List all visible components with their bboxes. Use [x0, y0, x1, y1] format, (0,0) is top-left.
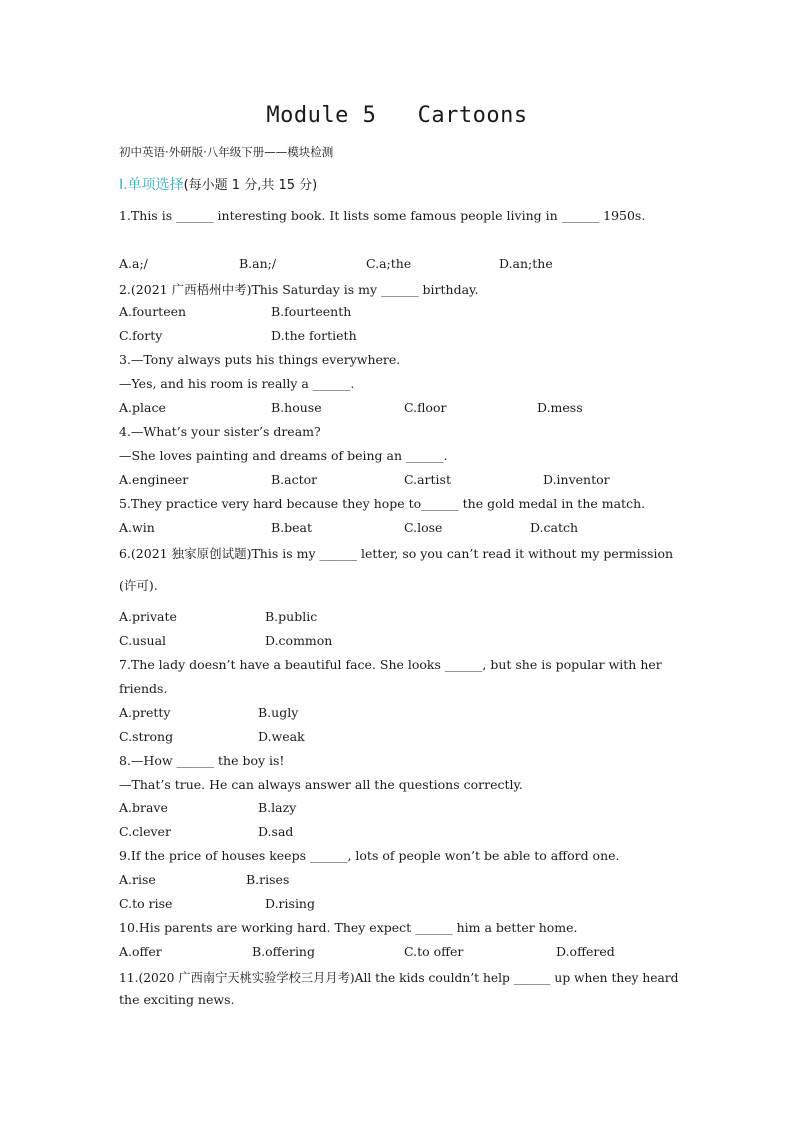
- q1-option-d: D.an;the: [499, 256, 553, 271]
- q4-option-a: A.engineer: [119, 472, 189, 487]
- q1-option-a: A.a;/: [119, 256, 148, 271]
- question-10-text: 10.His parents are working hard. They expect ______ him a better home.: [119, 920, 578, 935]
- question-4-line-2: —She loves painting and dreams of being an ______.: [119, 448, 448, 463]
- question-3-line-1: 3.—Tony always puts his things everywhere.: [119, 352, 401, 367]
- q2-option-b: B.fourteenth: [271, 304, 352, 319]
- question-6-line-1: 6.(2021 独家原创试题)This is my ______ letter, so you can’t read it without my permission: [119, 546, 674, 561]
- section-heading: [119, 174, 317, 194]
- question-11-line-1: 11.(2020 广西南宁天桃实验学校三月月考)All the kids couldn’t help ______ up when they heard: [119, 971, 679, 985]
- q2-option-a: A.fourteen: [119, 304, 187, 319]
- question-9-text: 9.If the price of houses keeps ______, lots of people won’t be able to afford one.: [119, 848, 620, 863]
- question-11-line-2: the exciting news.: [119, 992, 235, 1007]
- q1-option-c: C.a;the: [366, 256, 412, 271]
- q4-option-c: C.artist: [404, 472, 451, 487]
- q7-option-d: D.weak: [258, 729, 305, 744]
- q9-option-b: B.rises: [246, 872, 290, 887]
- q1-option-b: B.an;/: [239, 256, 277, 271]
- q7-option-b: B.ugly: [258, 705, 299, 720]
- page-subtitle: 初中英语·外研版·八年级下册——模块检测: [119, 145, 334, 159]
- section-label: Ⅰ.单项选择: [119, 177, 184, 193]
- q10-option-b: B.offering: [252, 944, 315, 959]
- question-6-line-2: (许可).: [119, 578, 158, 593]
- q8-option-c: C.clever: [119, 824, 171, 839]
- q6-option-a: A.private: [119, 609, 177, 624]
- question-7-line-2: friends.: [119, 681, 168, 696]
- q7-option-a: A.pretty: [119, 705, 171, 720]
- q8-option-a: A.brave: [119, 800, 168, 815]
- question-5-text: 5.They practice very hard because they hope to______ the gold medal in the match.: [119, 496, 646, 511]
- question-2-text: 2.(2021 广西梧州中考)This Saturday is my ______ birthday.: [119, 282, 479, 297]
- question-3-line-2: —Yes, and his room is really a ______.: [119, 376, 355, 391]
- q9-option-d: D.rising: [265, 896, 315, 911]
- q3-option-a: A.place: [119, 400, 166, 415]
- q8-option-d: D.sad: [258, 824, 294, 839]
- q4-option-d: D.inventor: [543, 472, 610, 487]
- q3-option-c: C.floor: [404, 400, 447, 415]
- q10-option-c: C.to offer: [404, 944, 464, 959]
- q2-option-c: C.forty: [119, 328, 163, 343]
- q3-option-b: B.house: [271, 400, 322, 415]
- q6-option-b: B.public: [265, 609, 318, 624]
- q6-option-c: C.usual: [119, 633, 167, 648]
- q10-option-d: D.offered: [556, 944, 615, 959]
- q5-option-c: C.lose: [404, 520, 443, 535]
- q3-option-d: D.mess: [537, 400, 583, 415]
- q8-option-b: B.lazy: [258, 800, 297, 815]
- q5-option-d: D.catch: [530, 520, 579, 535]
- section-note: (每小题 1 分,共 15 分): [183, 178, 318, 193]
- q5-option-b: B.beat: [271, 520, 313, 535]
- q2-option-d: D.the fortieth: [271, 328, 357, 343]
- q10-option-a: A.offer: [119, 944, 162, 959]
- question-8-line-2: —That’s true. He can always answer all the questions correctly.: [119, 777, 523, 792]
- page-title: Module 5 Cartoons: [266, 103, 528, 128]
- q9-option-c: C.to rise: [119, 896, 173, 911]
- question-7-line-1: 7.The lady doesn’t have a beautiful face. She looks ______, but she is popular with her: [119, 657, 662, 672]
- q7-option-c: C.strong: [119, 729, 174, 744]
- q9-option-a: A.rise: [119, 872, 156, 887]
- question-4-line-1: 4.—What’s your sister’s dream?: [119, 424, 321, 439]
- q4-option-b: B.actor: [271, 472, 318, 487]
- question-8-line-1: 8.—How ______ the boy is!: [119, 753, 285, 768]
- question-1-text: 1.This is ______ interesting book. It lists some famous people living in ______ 1950s.: [119, 208, 646, 223]
- q6-option-d: D.common: [265, 633, 333, 648]
- q5-option-a: A.win: [119, 520, 155, 535]
